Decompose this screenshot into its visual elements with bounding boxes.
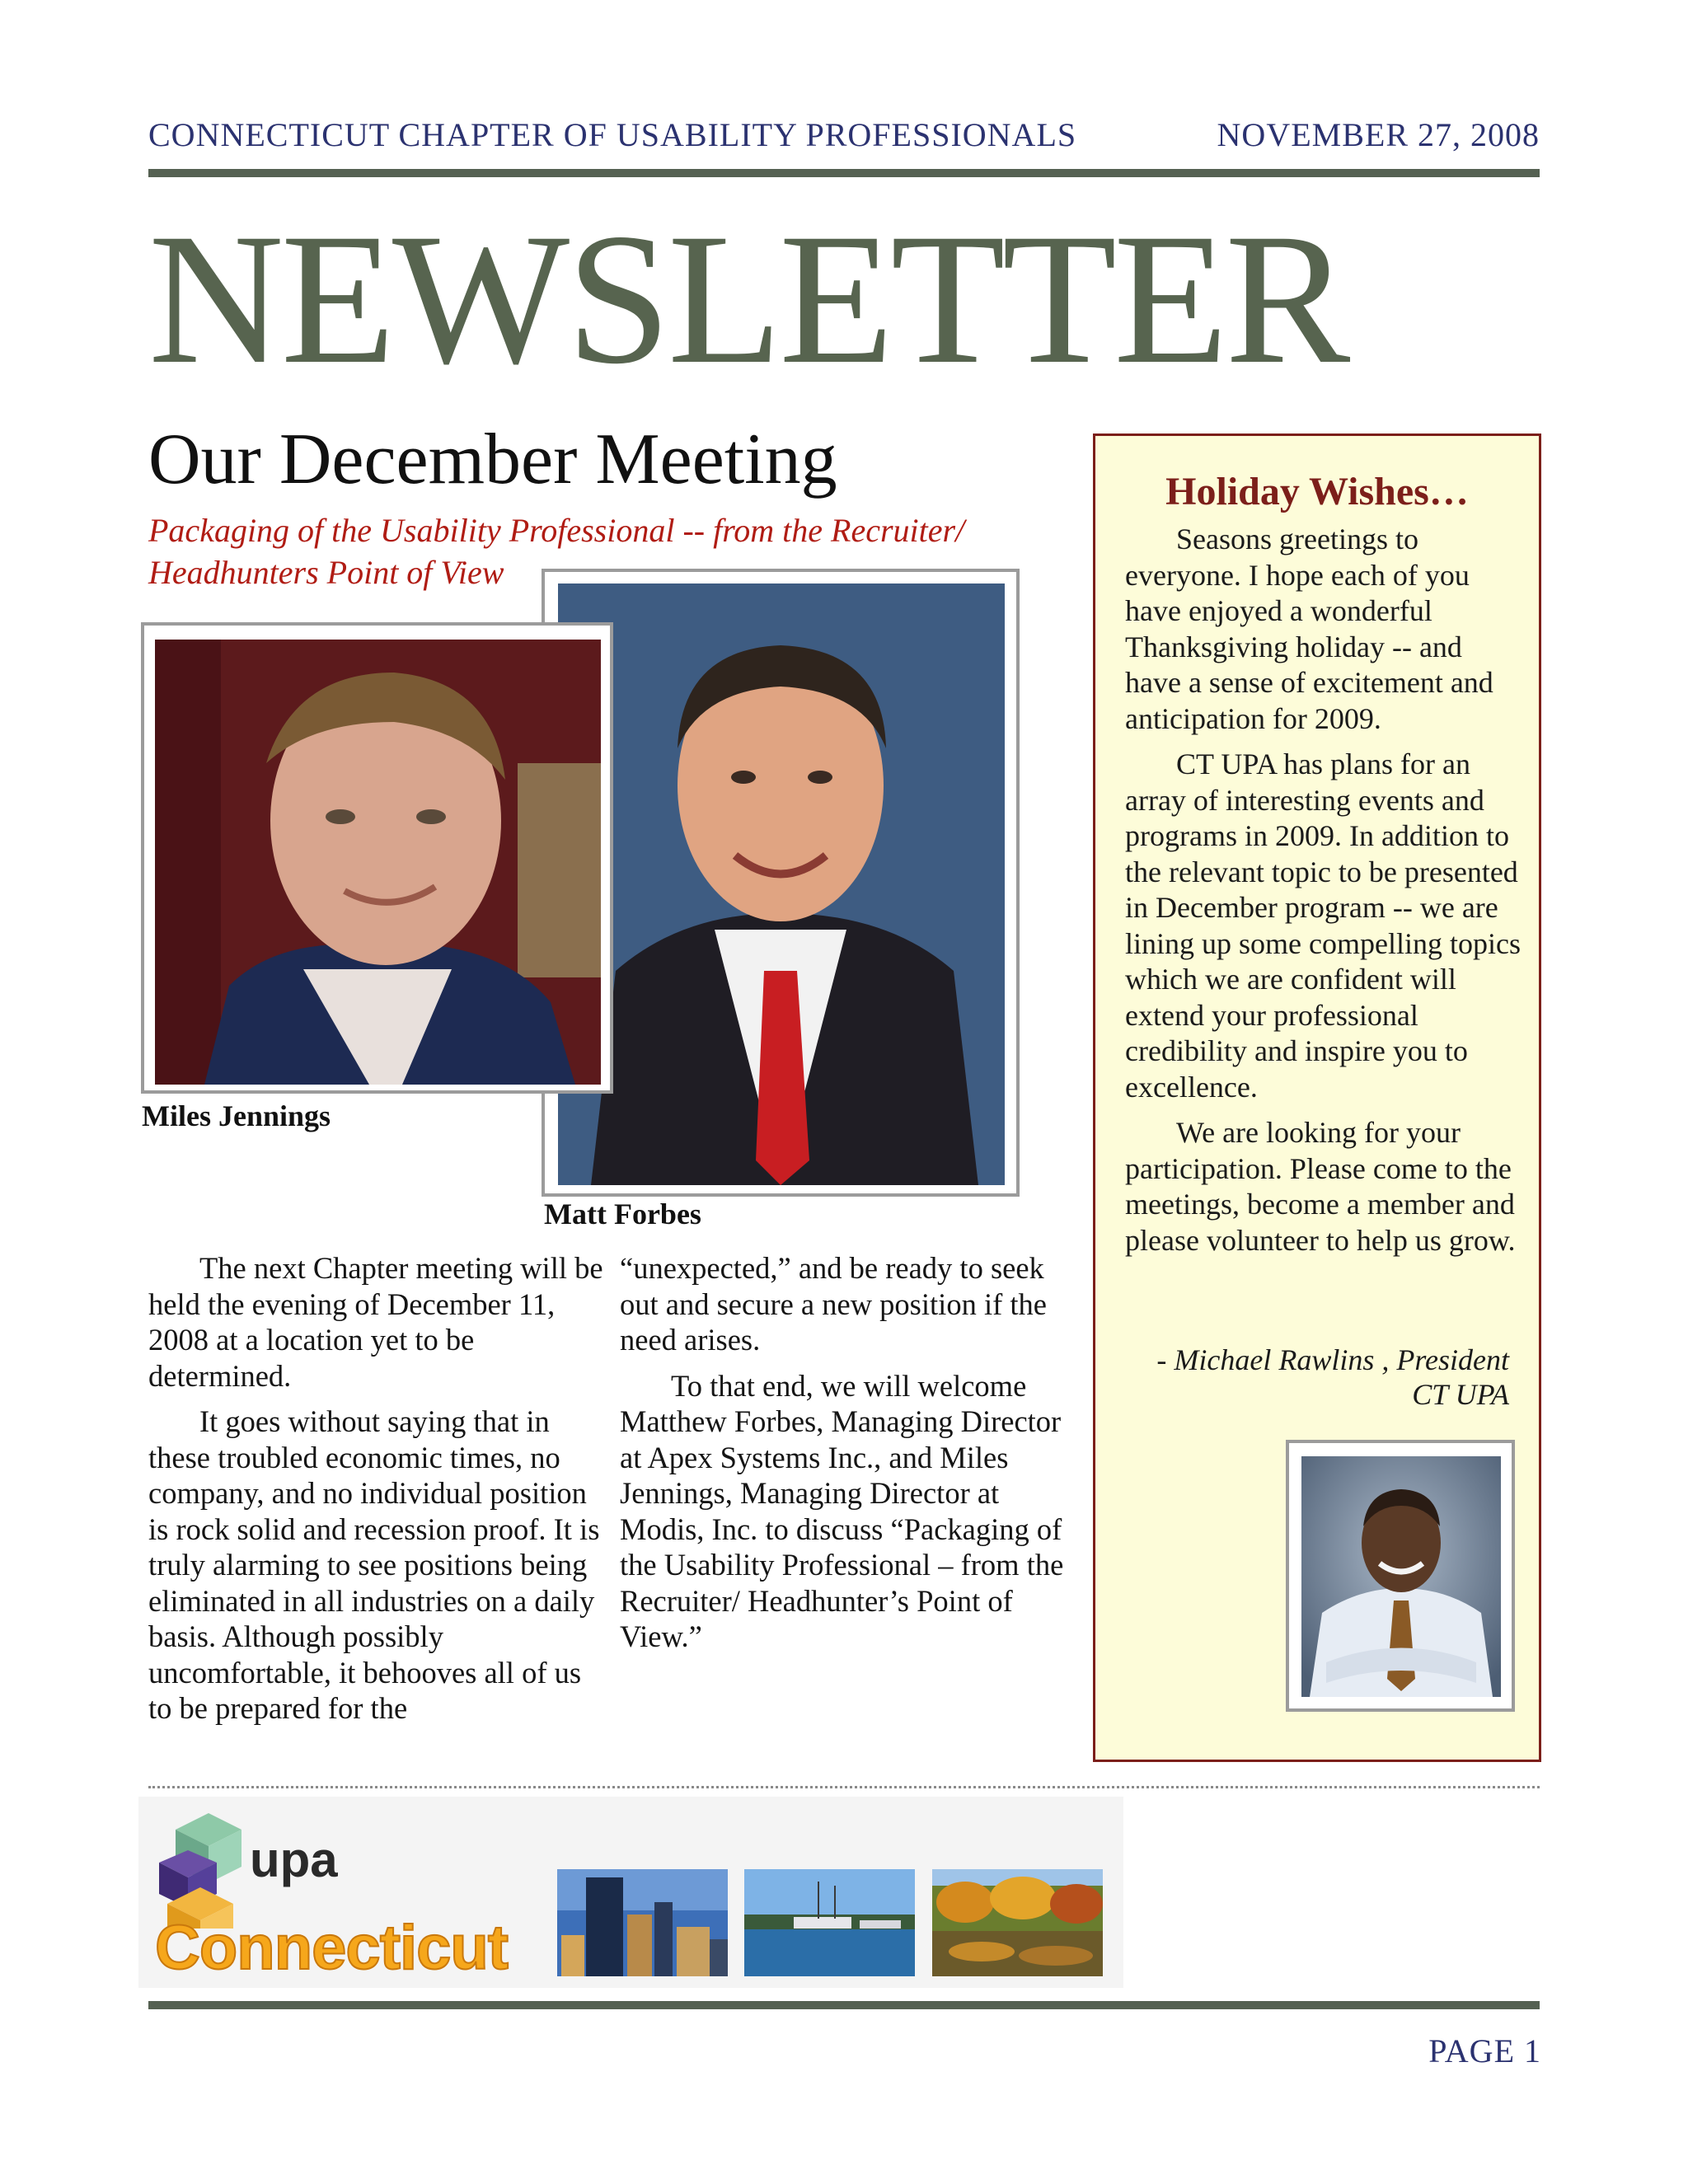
- header-date: NOVEMBER 27, 2008: [1217, 116, 1540, 153]
- header-rule: [148, 169, 1540, 177]
- footer-rule: [148, 2001, 1540, 2009]
- sidebar-body: [1125, 522, 1521, 1268]
- city-skyline-image: [557, 1869, 728, 1976]
- logo-upa-text: upa: [250, 1832, 338, 1887]
- portrait-image: [155, 640, 601, 1085]
- portrait-image: [1301, 1456, 1501, 1697]
- photo-miles-jennings: [141, 622, 613, 1094]
- harbor-image: [744, 1869, 915, 1976]
- signature-org: CT UPA: [1412, 1378, 1509, 1411]
- sidebar-title: Holiday Wishes…: [1165, 470, 1469, 513]
- masthead-title: NEWSLETTER: [148, 195, 1348, 403]
- photo-michael-rawlins: [1286, 1440, 1515, 1712]
- holiday-wishes-sidebar: [1093, 434, 1541, 1762]
- cubes-icon: [151, 1805, 258, 1929]
- article-paragraph: The next Chapter meeting will be held the evening of December 11, 2008 at a location yet to be determined.: [148, 1251, 603, 1393]
- ct-upa-logo: [138, 1797, 1123, 1988]
- section-divider: [148, 1786, 1540, 1788]
- article-title: Our December Meeting: [148, 419, 837, 499]
- portrait-image: [558, 583, 1005, 1185]
- sidebar-paragraph: Seasons greetings to everyone. I hope each of you have enjoyed a wonderful Thanksgiving holiday -- and have a sense of excitement and anticipation for 2009.: [1125, 523, 1493, 735]
- article-paragraph: “unexpected,” and be ready to seek out and secure a new position if the need arises.: [620, 1251, 1047, 1357]
- sidebar-paragraph: CT UPA has plans for an array of interesting events and programs in 2009. In addition to the relevant topic to be presented in December program -- we are lining up some compelling topics which we are confident will extend your professional credibility and inspire you to excellence.: [1125, 748, 1521, 1104]
- sidebar-signature: [1156, 1343, 1509, 1412]
- caption-miles-jennings: Miles Jennings: [142, 1099, 331, 1132]
- header-organization: CONNECTICUT CHAPTER OF USABILITY PROFESSIONALS: [148, 116, 1077, 153]
- article-subtitle: Packaging of the Usability Professional -- from the Recruiter/ Headhunters Point of View: [148, 512, 965, 591]
- autumn-river-image: [932, 1869, 1103, 1976]
- photo-matt-forbes: [542, 569, 1020, 1197]
- signature-name: - Michael Rawlins , President: [1156, 1343, 1509, 1376]
- article-column-2: [620, 1250, 1073, 1665]
- page-number: PAGE 1: [1428, 2032, 1541, 2069]
- sidebar-paragraph: We are looking for your participation. Please come to the meetings, become a member and please volunteer to help us grow.: [1125, 1116, 1516, 1257]
- caption-matt-forbes: Matt Forbes: [544, 1197, 701, 1230]
- article-paragraph: To that end, we will welcome Matthew Forbes, Managing Director at Apex Systems Inc., and Miles Jennings, Managing Director at Modis, Inc. to discuss “Packaging of the Usability Professional – from the Recruiter/ Headhunter’s Point of View.”: [620, 1368, 1064, 1653]
- article-column-1: [148, 1250, 606, 1736]
- article-paragraph: It goes without saying that in these troubled economic times, no company, and no individual position is rock solid and recession proof. It is truly alarming to see positions being eliminated in all industries on a daily basis. Although possibly uncomfortable, it behooves all of us to be prepared for the: [148, 1404, 600, 1725]
- logo-state-text: Connecticut: [155, 1913, 509, 1983]
